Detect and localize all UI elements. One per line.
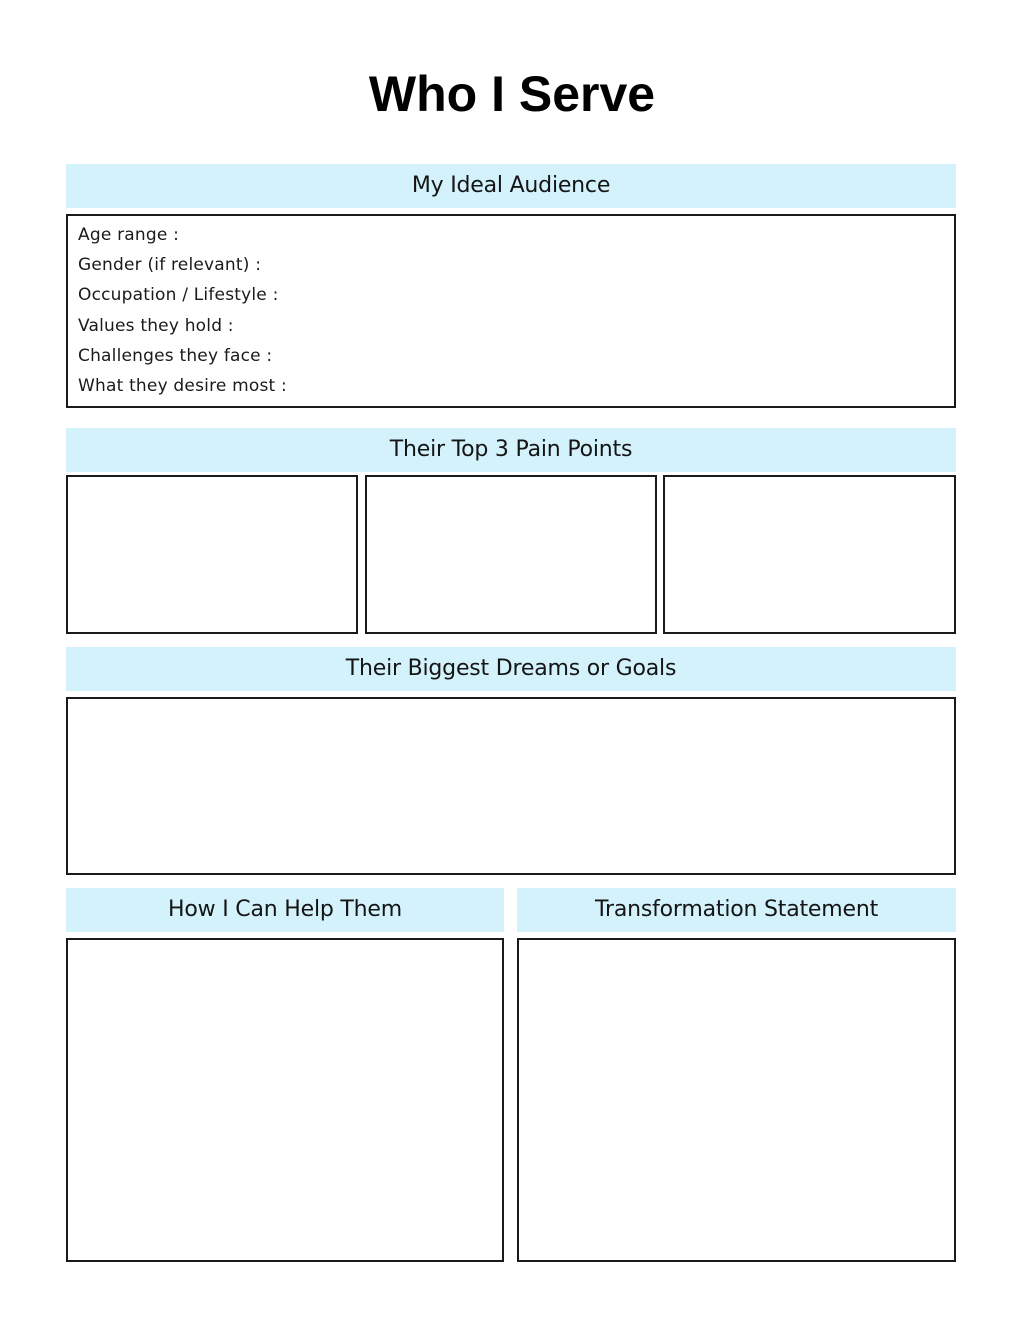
- pain-points-heading: Their Top 3 Pain Points: [66, 428, 956, 472]
- page-title: Who I Serve: [368, 66, 656, 122]
- ideal-audience-heading: My Ideal Audience: [66, 164, 956, 208]
- help-box[interactable]: [66, 938, 504, 1262]
- field-values: Values they hold :: [78, 315, 234, 336]
- field-gender: Gender (if relevant) :: [78, 255, 262, 276]
- pain-point-box-2[interactable]: [365, 475, 657, 634]
- audience-field-list: [78, 220, 287, 401]
- field-challenges: Challenges they face :: [78, 345, 273, 366]
- ideal-audience-box[interactable]: [66, 214, 956, 408]
- dreams-goals-box[interactable]: [66, 697, 956, 875]
- help-heading: How I Can Help Them: [66, 888, 504, 932]
- pain-point-box-3[interactable]: [663, 475, 956, 634]
- transformation-box[interactable]: [517, 938, 956, 1262]
- transformation-heading: Transformation Statement: [517, 888, 956, 932]
- field-desires: What they desire most :: [78, 376, 287, 397]
- field-age-range: Age range :: [78, 225, 180, 245]
- pain-point-box-1[interactable]: [66, 475, 358, 634]
- field-occupation: Occupation / Lifestyle :: [78, 285, 279, 306]
- dreams-goals-heading: Their Biggest Dreams or Goals: [66, 647, 956, 691]
